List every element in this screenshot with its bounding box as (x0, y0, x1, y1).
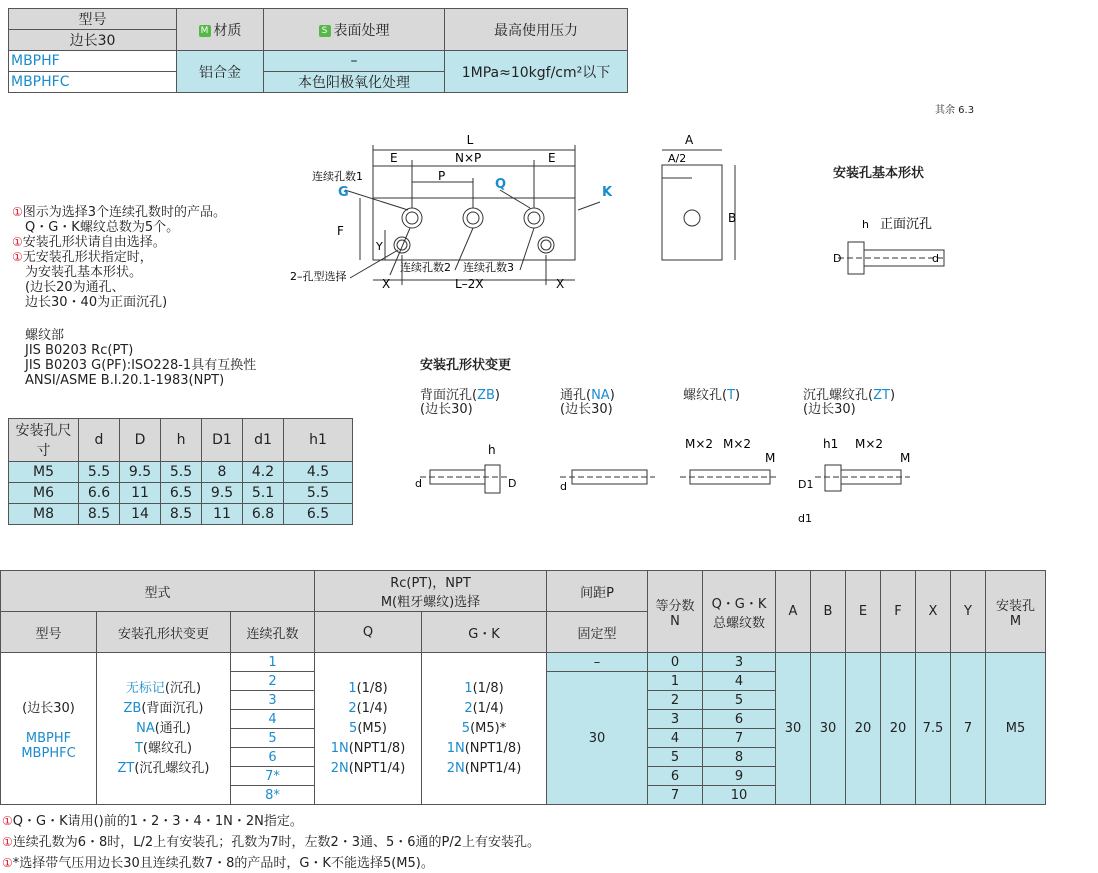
dim-NxP: N×P (455, 151, 482, 165)
main-h-total: Q・G・K 总螺纹数 (703, 571, 776, 653)
basic-shape-title: 安装孔基本形状 (833, 166, 925, 181)
main-Y: 7 (951, 653, 986, 805)
spec-model-header: 型号 (9, 9, 177, 30)
main-h-mount: 安装孔 M (986, 571, 1046, 653)
main-h-gk: G・K (422, 612, 547, 653)
main-cont-5: 5 (231, 729, 315, 748)
variant-t-m: M (765, 451, 776, 465)
main-total-3: 6 (703, 710, 776, 729)
holes-header-D1: D1 (202, 419, 243, 462)
basic-D: D (833, 252, 842, 265)
variant-zb: 背面沉孔(ZB) (边长30) (420, 388, 500, 417)
main-cont-8: 8* (231, 786, 315, 805)
main-h-pitch: 间距P (547, 571, 648, 612)
variant-na: 通孔(NA) (边长30) (560, 388, 615, 417)
main-n-1: 1 (648, 672, 703, 691)
note-7: 边长30・40为正面沉孔) (25, 295, 168, 310)
variant-h: h (488, 443, 496, 457)
main-total-2: 5 (703, 691, 776, 710)
main-total-0: 3 (703, 653, 776, 672)
main-change-cell: 无标记(沉孔) ZB(背面沉孔) NA(通孔) T(螺纹孔) ZT(沉孔螺纹孔) (97, 653, 231, 805)
spec-model2: MBPHFC (9, 72, 177, 93)
label-cont2: 连续孔数2 (400, 261, 451, 274)
dim-A: A (685, 133, 694, 147)
variant-zb-D: D (508, 477, 517, 490)
main-h-B: B (811, 571, 846, 653)
footnote-1: ①Q・G・K请用()前的1・2・3・4・1N・2N指定。 (2, 814, 303, 829)
main-h-model: 型号 (1, 612, 97, 653)
basic-shape-drawing (828, 212, 948, 282)
main-total-4: 7 (703, 729, 776, 748)
main-h-q: Q (315, 612, 422, 653)
note-1: ①图示为选择3个连续孔数时的产品。 (12, 205, 227, 220)
note-6: (边长20为通孔、 (25, 280, 125, 295)
spec-side-header: 边长30 (9, 30, 177, 51)
spec-table (8, 8, 628, 93)
spec-material-header: M 材质 (177, 9, 264, 51)
main-h-F: F (881, 571, 916, 653)
dim-Y: Y (376, 240, 383, 253)
main-total-6: 9 (703, 767, 776, 786)
variant-t: 螺纹孔(T) (683, 388, 741, 403)
notes (12, 205, 226, 310)
main-h-change: 安装孔形状变更 (97, 612, 231, 653)
thread-rc: JIS B0203 Rc(PT) (25, 343, 134, 358)
main-total-1: 4 (703, 672, 776, 691)
basic-h: h (862, 218, 869, 231)
dim-X-left: X (382, 277, 391, 291)
label-type2: 2–孔型选择 (290, 270, 347, 283)
variant-zt-m: M (900, 451, 911, 465)
variant-t-mx2a: M×2 (685, 437, 714, 451)
main-model-cell: (边长30) MBPHF MBPHFC (1, 653, 97, 805)
main-n-5: 5 (648, 748, 703, 767)
dim-E-left: E (390, 151, 398, 165)
dim-A2: A/2 (668, 152, 687, 165)
main-M: M5 (986, 653, 1046, 805)
main-h-X: X (916, 571, 951, 653)
variant-t-mx2b: M×2 (723, 437, 752, 451)
variant-zt-mx2: M×2 (855, 437, 884, 451)
thread-notes (25, 328, 256, 388)
holes-header-size: 安装孔尺寸 (9, 419, 79, 462)
main-total-7: 10 (703, 786, 776, 805)
footnote-2: ①连续孔数为6・8时，L/2上有安装孔；孔数为7时，左数2・3通、5・6通的P/2上有安装孔。 (2, 835, 541, 850)
dim-L: L (466, 133, 474, 147)
main-h-cont: 连续孔数 (231, 612, 315, 653)
main-h-fixed: 固定型 (547, 612, 648, 653)
thread-title: 螺纹部 (25, 328, 65, 343)
main-h-Y: Y (951, 571, 986, 653)
main-pitch-dash: – (547, 653, 648, 672)
spec-surface-header: S 表面处理 (264, 9, 445, 51)
main-n-7: 7 (648, 786, 703, 805)
roughness-mark: 其余 6.3 (935, 105, 975, 116)
holes-row-m5: M5 5.5 9.5 5.5 8 4.2 4.5 (9, 462, 353, 483)
label-G: G (338, 185, 349, 200)
main-n-4: 4 (648, 729, 703, 748)
variant-zt-d1big: D1 (798, 478, 814, 491)
holes-header-h1: h1 (284, 419, 353, 462)
holes-table (8, 418, 353, 525)
label-cont1: 连续孔数1 (312, 170, 363, 183)
dim-F: F (337, 224, 344, 238)
main-n-3: 3 (648, 710, 703, 729)
holes-header-h: h (161, 419, 202, 462)
surface-badge-icon: S (319, 25, 331, 37)
main-F: 20 (881, 653, 916, 805)
dim-E-right: E (548, 151, 556, 165)
spec-surface1: – (264, 51, 445, 72)
variant-zt-h1: h1 (823, 437, 839, 451)
main-h-A: A (776, 571, 811, 653)
main-n-0: 0 (648, 653, 703, 672)
main-h-div: 等分数 N (648, 571, 703, 653)
spec-pressure: 1MPa≈10kgf/cm²以下 (445, 51, 628, 93)
main-pitch: 30 (547, 672, 648, 805)
dim-X-right: X (556, 277, 565, 291)
main-q-cell: 1(1/8) 2(1/4) 5(M5) 1N(NPT1/8) 2N(NPT1/4) (315, 653, 422, 805)
note-2: Q・G・K螺纹总数为5个。 (25, 220, 180, 235)
main-n-6: 6 (648, 767, 703, 786)
spec-pressure-header: 最高使用压力 (445, 9, 628, 51)
spec-material: 铝合金 (177, 51, 264, 93)
note-5: 为安装孔基本形状。 (25, 265, 143, 280)
holes-row-m6: M6 6.6 11 6.5 9.5 5.1 5.5 (9, 483, 353, 504)
main-table (0, 570, 1046, 805)
main-h-type: 型式 (1, 571, 315, 612)
holes-header-d: d (79, 419, 120, 462)
spec-surface2: 本色阳极氧化处理 (264, 72, 445, 93)
spec-model1: MBPHF (9, 51, 177, 72)
main-gk-cell: 1(1/8) 2(1/4) 5(M5)* 1N(NPT1/8) 2N(NPT1/4) (422, 653, 547, 805)
dim-P: P (438, 169, 446, 183)
main-n-2: 2 (648, 691, 703, 710)
variant-zb-d: d (415, 477, 422, 490)
material-badge-icon: M (199, 25, 211, 37)
main-h-thread: Rc(PT)，NPT M(粗牙螺纹)选择 (315, 571, 547, 612)
variant-na-d: d (560, 480, 567, 493)
main-total-5: 8 (703, 748, 776, 767)
note-3: ①安装孔形状请自由选择。 (12, 235, 166, 250)
basic-d: d (932, 252, 939, 265)
main-cont-1: 1 (231, 653, 315, 672)
main-cont-4: 4 (231, 710, 315, 729)
variant-drawings (400, 430, 920, 530)
footnotes (2, 811, 540, 873)
main-B: 30 (811, 653, 846, 805)
variant-zt-d1: d1 (798, 512, 812, 525)
holes-header-D: D (120, 419, 161, 462)
holes-header-d1: d1 (243, 419, 284, 462)
holes-row-m8: M8 8.5 14 8.5 11 6.8 6.5 (9, 504, 353, 525)
thread-npt: ANSI/ASME B.I.20.1-1983(NPT) (25, 373, 225, 388)
dim-L2X: L–2X (455, 277, 484, 291)
main-h-E: E (846, 571, 881, 653)
dim-B: B (728, 211, 737, 225)
footnote-3: ①*选择带气压用边长30且连续孔数7・8的产品时，G・K不能选择5(M5)。 (2, 856, 434, 871)
manifold-drawing (290, 130, 740, 300)
label-cont3: 连续孔数3 (463, 261, 514, 274)
note-4: ①无安装孔形状指定时， (12, 250, 153, 265)
manifold-body (373, 198, 575, 260)
variants-title: 安装孔形状变更 (420, 358, 512, 373)
basic-front: 正面沉孔 (880, 217, 933, 232)
main-X: 7.5 (916, 653, 951, 805)
label-Q: Q (495, 177, 507, 192)
main-A: 30 (776, 653, 811, 805)
main-cont-3: 3 (231, 691, 315, 710)
label-K: K (602, 185, 613, 200)
main-E: 20 (846, 653, 881, 805)
thread-g: JIS B0203 G(PF):ISO228-1具有互换性 (25, 358, 257, 373)
main-cont-7: 7* (231, 767, 315, 786)
main-cont-2: 2 (231, 672, 315, 691)
variant-zt: 沉孔螺纹孔(ZT) (边长30) (803, 388, 896, 417)
main-cont-6: 6 (231, 748, 315, 767)
